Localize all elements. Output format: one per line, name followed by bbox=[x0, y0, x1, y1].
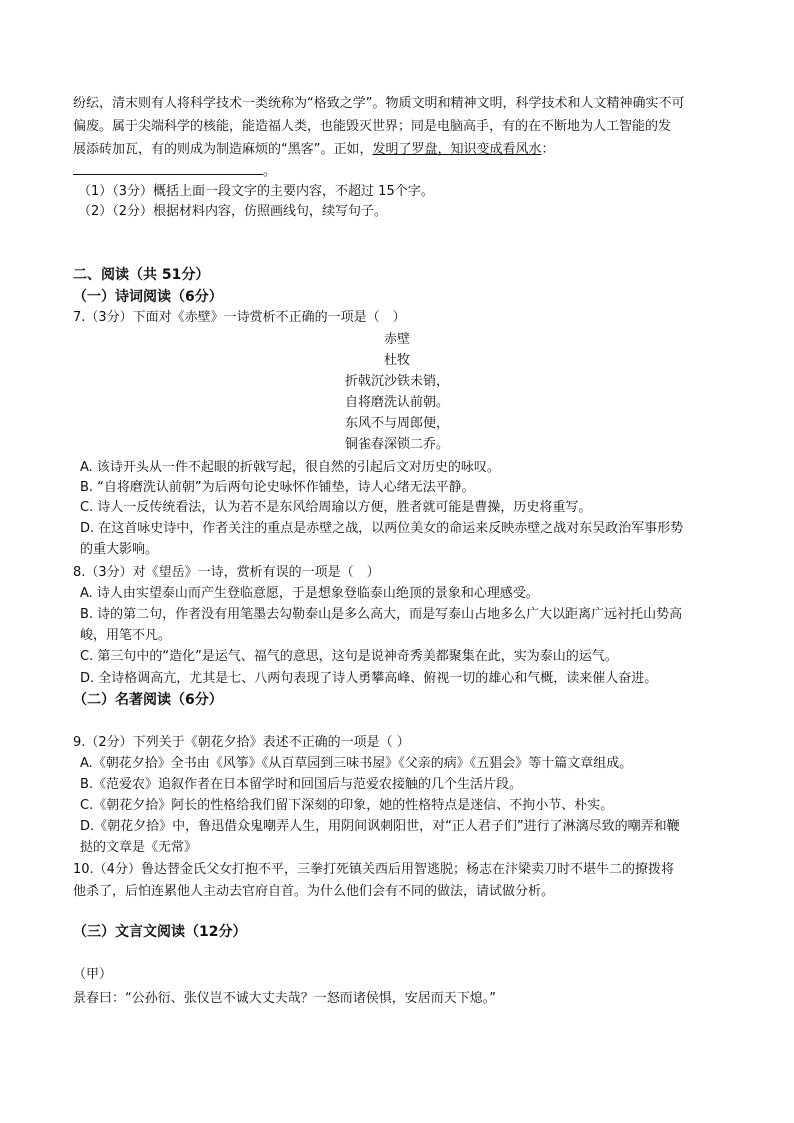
q9-option-d: D.《朝花夕拾》中，鲁迅借众鬼嘲弄人生，用阴间讽刺阳世，对“正人君子们”进行了淋漓尽致的嘲弄和鞭 bbox=[80, 819, 680, 834]
q7-option-b: B. “自将磨洗认前朝”为后两句论史咏怀作铺垫，诗人心绪无法平静。 bbox=[80, 480, 475, 495]
subsection-classical-chinese: （三）文言文阅读（12分） bbox=[73, 924, 247, 940]
q8-option-a: A. 诗人由实望泰山而产生登临意愿，于是想象登临泰山绝顶的景象和心理感受。 bbox=[80, 586, 539, 601]
poem-line-3: 东风不与周郎便， bbox=[344, 416, 449, 431]
question-10-line-1: 10.（4分）鲁达替金氏父女打抱不平，三拳打死镇关西后用智逃脱；杨志在汴梁卖刀时不堪牛二的撩拨将 bbox=[73, 862, 674, 877]
answer-blank-period: 。 bbox=[263, 164, 277, 179]
poem-line-2: 自将磨洗认前朝。 bbox=[344, 395, 449, 410]
intro-line-1: 纷纭，清末则有人将科学技术一类统称为“格致之学”。物质文明和精神文明，科学技术和人文精神确实不可 bbox=[73, 96, 685, 111]
underlined-sentence: 发明了罗盘，知识变成看风水 bbox=[372, 142, 542, 157]
poem-line-4: 铜雀春深锁二乔。 bbox=[344, 437, 449, 452]
intro-line-3-text: 展添砖加瓦，有的则成为制造麻烦的“黑客”。正如， bbox=[73, 142, 373, 157]
intro-line-3-colon: ： bbox=[541, 142, 555, 157]
q9-option-c: C.《朝花夕拾》阿长的性格给我们留下深刻的印象，她的性格特点是迷信、不拘小节、朴实。 bbox=[80, 798, 614, 813]
question-2: （2）（2分）根据材料内容，仿照画线句，续写句子。 bbox=[78, 204, 388, 219]
q9-option-d-cont: 挞的文章是《无常》 bbox=[80, 840, 198, 855]
subsection-poetry: （一）诗词阅读（6分） bbox=[73, 289, 223, 305]
q7-option-c: C. 诗人一反传统看法，认为若不是东风给周瑜以方便，胜者就可能是曹操，历史将重写。 bbox=[80, 500, 592, 515]
question-1: （1）（3分）概括上面一段文字的主要内容，不超过 15个字。 bbox=[78, 184, 434, 199]
poem-line-1: 折戟沉沙铁未销， bbox=[344, 374, 449, 389]
q9-option-a: A.《朝花夕拾》全书由《风筝》《从百草园到三味书屋》《父亲的病》《五猖会》等十篇文章组成。 bbox=[80, 756, 633, 771]
poem-title: 赤壁 bbox=[383, 332, 410, 347]
q7-option-d-cont: 的重大影响。 bbox=[80, 542, 159, 557]
q8-option-b: B. 诗的第二句，作者没有用笔墨去勾勒泰山是多么高大，而是写泰山占地多么广大以距离广远衬托山势高 bbox=[80, 607, 683, 622]
subsection-classics: （二）名著阅读（6分） bbox=[73, 692, 223, 708]
q9-option-b: B.《范爱农》追叙作者在日本留学时和回国后与范爱农接触的几个生活片段。 bbox=[80, 777, 523, 792]
question-9: 9.（2分）下列关于《朝花夕拾》表述不正确的一项是（ ） bbox=[73, 735, 410, 750]
q8-option-d: D. 全诗格调高亢，尤其是七、八两句表现了诗人勇攀高峰、俯视一切的雄心和气概，读来催人奋进。 bbox=[80, 671, 658, 686]
intro-line-3 bbox=[73, 141, 555, 159]
question-8: 8.（3分）对《望岳》一诗，赏析有误的一项是（ ） bbox=[73, 565, 380, 580]
q7-option-d: D. 在这首咏史诗中，作者关注的重点是赤壁之战，以两位美女的命运来反映赤壁之战对东吴政治军事形势 bbox=[80, 521, 684, 536]
question-10-line-2: 他杀了，后怕连累他人主动去官府自首。为什么他们会有不同的做法，请试做分析。 bbox=[73, 884, 555, 899]
answer-blank bbox=[73, 162, 263, 175]
poem-author: 杜牧 bbox=[383, 353, 410, 368]
intro-line-2: 偏废。属于尖端科学的核能，能造福人类，也能毁灭世界；同是电脑高手，有的在不断地为人工智能的发 bbox=[73, 119, 672, 134]
passage-jia-text: 景春曰：“公孙衍、张仪岂不诚大丈夫哉？一怒而诸侯惧，安居而天下熄。” bbox=[73, 991, 496, 1006]
question-7: 7.（3分）下面对《赤壁》一诗赏析不正确的一项是（ ） bbox=[73, 310, 406, 325]
section-title-reading: 二、阅读（共 51分） bbox=[73, 267, 210, 283]
answer-blank-line bbox=[73, 162, 276, 181]
q8-option-b-cont: 峻，用笔不凡。 bbox=[80, 628, 172, 643]
q7-option-a: A. 该诗开头从一件不起眼的折戟写起，很自然的引起后文对历史的咏叹。 bbox=[80, 460, 500, 475]
q8-option-c: C. 第三句中的“造化”是运气、福气的意思，这句是说神奇秀美都聚集在此，实为泰山的运气。 bbox=[80, 649, 618, 664]
passage-jia-label: （甲） bbox=[73, 967, 113, 982]
